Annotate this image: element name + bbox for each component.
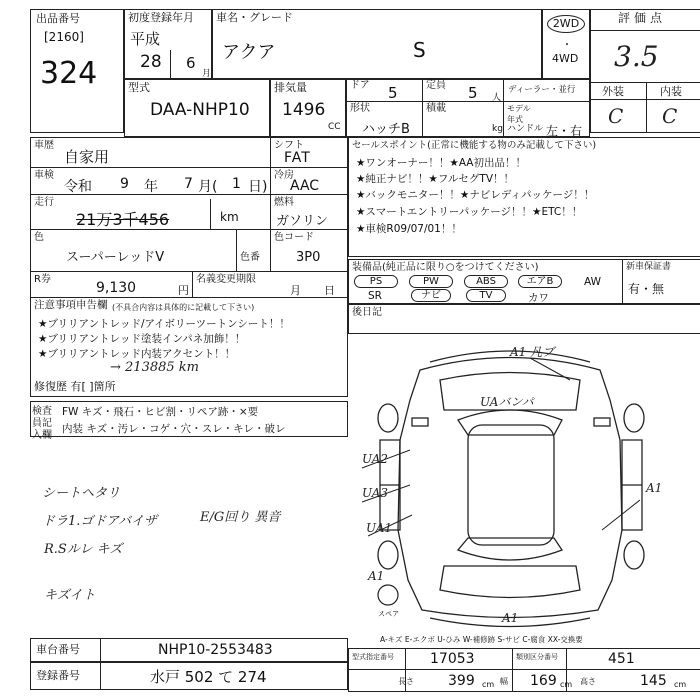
rear-label: 後日記 [352,307,382,318]
body-label: 形状 [350,103,370,114]
sales-label: セールスポイント(正常に機能する物のみ記載して下さい) [352,140,597,151]
inspection-label: 車検 [34,170,54,181]
car-grade: S [413,38,426,62]
spec-v2 [512,648,513,692]
handle-label: ハンドル [507,124,544,134]
car-roof [468,425,554,545]
inspector-label: 検査員記入欄 [32,406,52,441]
inspector-row2: 内装 キズ・汚レ・コゲ・穴・スレ・キレ・破レ [62,423,286,435]
specs-v1 [422,79,423,137]
inspection-d: 日) [248,179,268,195]
wheel-rl [378,541,398,569]
capacity-unit: 人 [492,93,502,103]
sales-line-5: ★車検R09/07/01！！ [356,223,462,235]
lot-label: 出品番号 [36,12,80,25]
lot-number: 324 [40,56,98,91]
color-value: スーパーレッドV [66,250,165,265]
ac-label: 冷房 [274,170,294,181]
class-no-label: 類別区分番号 [516,653,558,661]
damage-legend: A-キズ E-エクボ U-ひみ W-補修跡 S-サビ C-腐食 XX-交換要 [380,635,583,644]
reg-change-month: 月 [290,284,301,297]
equip-abs: ABS [464,275,508,288]
history-value: 自家用 [64,148,110,166]
mark-ua3: UA3 [362,486,389,500]
reg-month-unit: 月 [202,69,212,79]
spec-h [348,669,700,670]
wheel-fl [378,404,398,432]
chassis-label: 車台番号 [36,643,80,656]
equip-aw: AW [584,276,601,288]
notes-line-2: ★ブリリアントレッド塗装インパネ加飾！！ [38,333,246,345]
displacement-label: 排気量 [274,81,307,94]
model-value: DAA-NHP10 [150,100,250,120]
wheel-rr [624,541,644,569]
mark-line-5 [530,358,570,380]
specs-v2 [503,79,504,137]
doors-value: 5 [388,84,398,102]
notes-line-1: ★ブリリアントレッド/アイボリーツートンシート！！ [38,318,290,330]
width-unit: cm [560,680,573,689]
equip-leather: カワ [528,292,549,304]
car-windshield [458,410,562,435]
score-ext-label: 外装 [602,85,624,98]
plate-label: 登録番号 [36,669,80,682]
car-name: アクア [222,42,276,63]
reg-year-label: 初度登録年月 [128,11,194,24]
mark-a1-right: A1 [646,481,663,495]
warranty-divider [622,259,623,304]
history-label: 車歴 [34,140,54,151]
mark-ua1: UA1 [366,521,393,535]
recycle-label: R券 [34,274,51,285]
hand-visor: ドラ1.ゴドアバイザ [42,514,157,529]
inspection-month: 7 [184,176,193,192]
class-no: 451 [608,651,635,667]
equip-navi: ナビ [411,289,451,302]
reg-era: 平成 [130,30,161,48]
reg-month: 6 [186,54,196,72]
inspector-row1: FW キズ・飛石・ヒビ割・リペア跡・×要 [62,406,259,418]
mark-ua2: UA2 [362,452,389,466]
reg-change-label: 名義変更期限 [196,274,256,285]
mid-vline [270,137,271,271]
color-divider [236,229,237,271]
length-unit: cm [482,680,495,689]
inspection-day: 1 [232,176,241,192]
recycle-divider [192,271,193,297]
spare-label: スペア [378,610,399,618]
sales-line-3: ★バックモニター！！★ナビレディパッケージ！！ [356,189,595,201]
row-line-4 [30,271,348,272]
notes-handwritten-km: → 213885 km [110,360,199,375]
model-label: 型式 [128,81,150,94]
inspection-year: 9 [120,176,129,192]
length-value: 399 [448,673,475,689]
mark-a1-left: A1 [368,569,385,583]
hand-engine: E/G回り 異音 [200,510,281,525]
inspection-y: 年 [144,179,158,195]
body-value: ハッチB [362,122,410,137]
model-no-label: 型式指定番号 [352,653,394,661]
hand-rs: R.Sルレ キズ [44,542,123,557]
equip-ps: PS [354,275,398,288]
hand-scratch: キズイト [44,588,96,603]
score-int-label: 内装 [660,85,682,98]
recycle-unit: 円 [178,284,189,297]
color-code-label: 色コード [274,232,314,243]
height-value: 145 [640,673,667,689]
sales-line-2: ★純正ナビ！！★フルセグTV！！ [356,173,515,185]
rear-box [348,304,700,334]
doors-label: ドア [350,80,370,91]
recycle-value: 9,130 [96,280,137,296]
capacity-value: 5 [468,84,478,102]
mark-a1-rear: A1 [502,611,519,625]
hand-seat: シートヘタリ [42,486,121,501]
fuel-label: 燃料 [274,197,294,208]
car-trunk [440,566,580,598]
chassis-value: NHP10-2553483 [158,642,273,658]
mileage-label: 走行 [34,197,54,208]
inspection-m: 月( [198,179,218,195]
score-ext: C [608,104,624,128]
spare-wheel [378,585,398,605]
reg-year: 28 [140,52,162,72]
score-v [646,82,647,133]
height-unit: cm [674,680,687,689]
score-value: 3.5 [614,40,659,73]
width-label: 幅 [500,677,508,686]
score-h3 [590,99,700,100]
drive-2wd: 2WD [547,15,585,33]
score-label: 評価点 [618,11,667,25]
notes-repair: 修復歴 有[ ]箇所 [34,380,116,393]
equip-sr: SR [368,290,382,302]
dealer-label: ディーラー・並行 [508,85,576,95]
color-label: 色 [34,232,44,243]
length-label: 長さ [398,677,414,686]
wheel-fr [624,404,644,432]
car-rear-window [458,538,562,560]
load-unit: kg [492,124,503,134]
notes-label: 注意事項申告欄 [34,299,108,311]
shift-label: シフト [274,140,304,151]
car-name-label: 車名・グレード [216,11,293,24]
score-h2 [590,82,700,83]
mark-a1-top: A1 凡ブ [510,345,555,359]
mileage-unit: km [220,210,239,224]
inspection-era: 令和 [64,179,92,195]
color-no-label: 色番 [240,252,260,263]
drive-4wd: 4WD [552,52,579,65]
equip-tv: TV [466,289,506,302]
capacity-label: 定員 [426,80,446,91]
height-label: 高さ [580,677,596,686]
mark-ua-bumper: UAバンパ [480,395,534,409]
mileage-unit-divider [210,199,211,229]
equip-airbag: エアB [518,275,562,288]
reg-change-day: 日 [324,284,335,297]
notes-line-3: ★ブリリアントレッド内装アクセント！！ [38,348,236,360]
drive-dot: ・ [562,40,572,51]
ac-value: AAC [290,178,320,194]
width-value: 169 [530,673,557,689]
notes-small: (不具合内容は具体的に記載して下さい) [112,303,255,312]
mirror-left [412,418,428,426]
warranty-value: 有・無 [628,282,665,296]
mileage-value: 21万3千456 [76,210,170,229]
car-diagram [340,340,700,630]
shift-value: FAT [284,150,311,166]
fuel-value: ガソリン [276,214,329,229]
sales-line-1: ★ワンオーナー！！★AA初出品！！ [356,157,526,169]
mirror-right [594,418,610,426]
plate-value: 水戸 502 て 274 [150,668,267,686]
score-int: C [662,104,678,128]
model-year-label: モデル年式 [507,104,531,124]
load-label: 積載 [426,103,446,114]
warranty-label: 新車保証書 [626,262,672,272]
model-no: 17053 [430,651,475,667]
score-h1 [590,30,700,31]
reg-year-divider [170,50,171,78]
displacement-value: 1496 [282,100,326,120]
equip-pw: PW [409,275,453,288]
lot-code: [2160] [44,30,84,44]
equipment-label: 装備品(純正品に限り○をつけてください) [352,262,539,273]
displacement-unit: CC [328,122,341,132]
sales-line-4: ★スマートエントリーパッケージ！！★ETC！！ [356,206,583,218]
color-code: 3P0 [296,250,321,265]
row-line-1 [30,167,348,168]
handle-value: 左・右 [546,124,583,138]
